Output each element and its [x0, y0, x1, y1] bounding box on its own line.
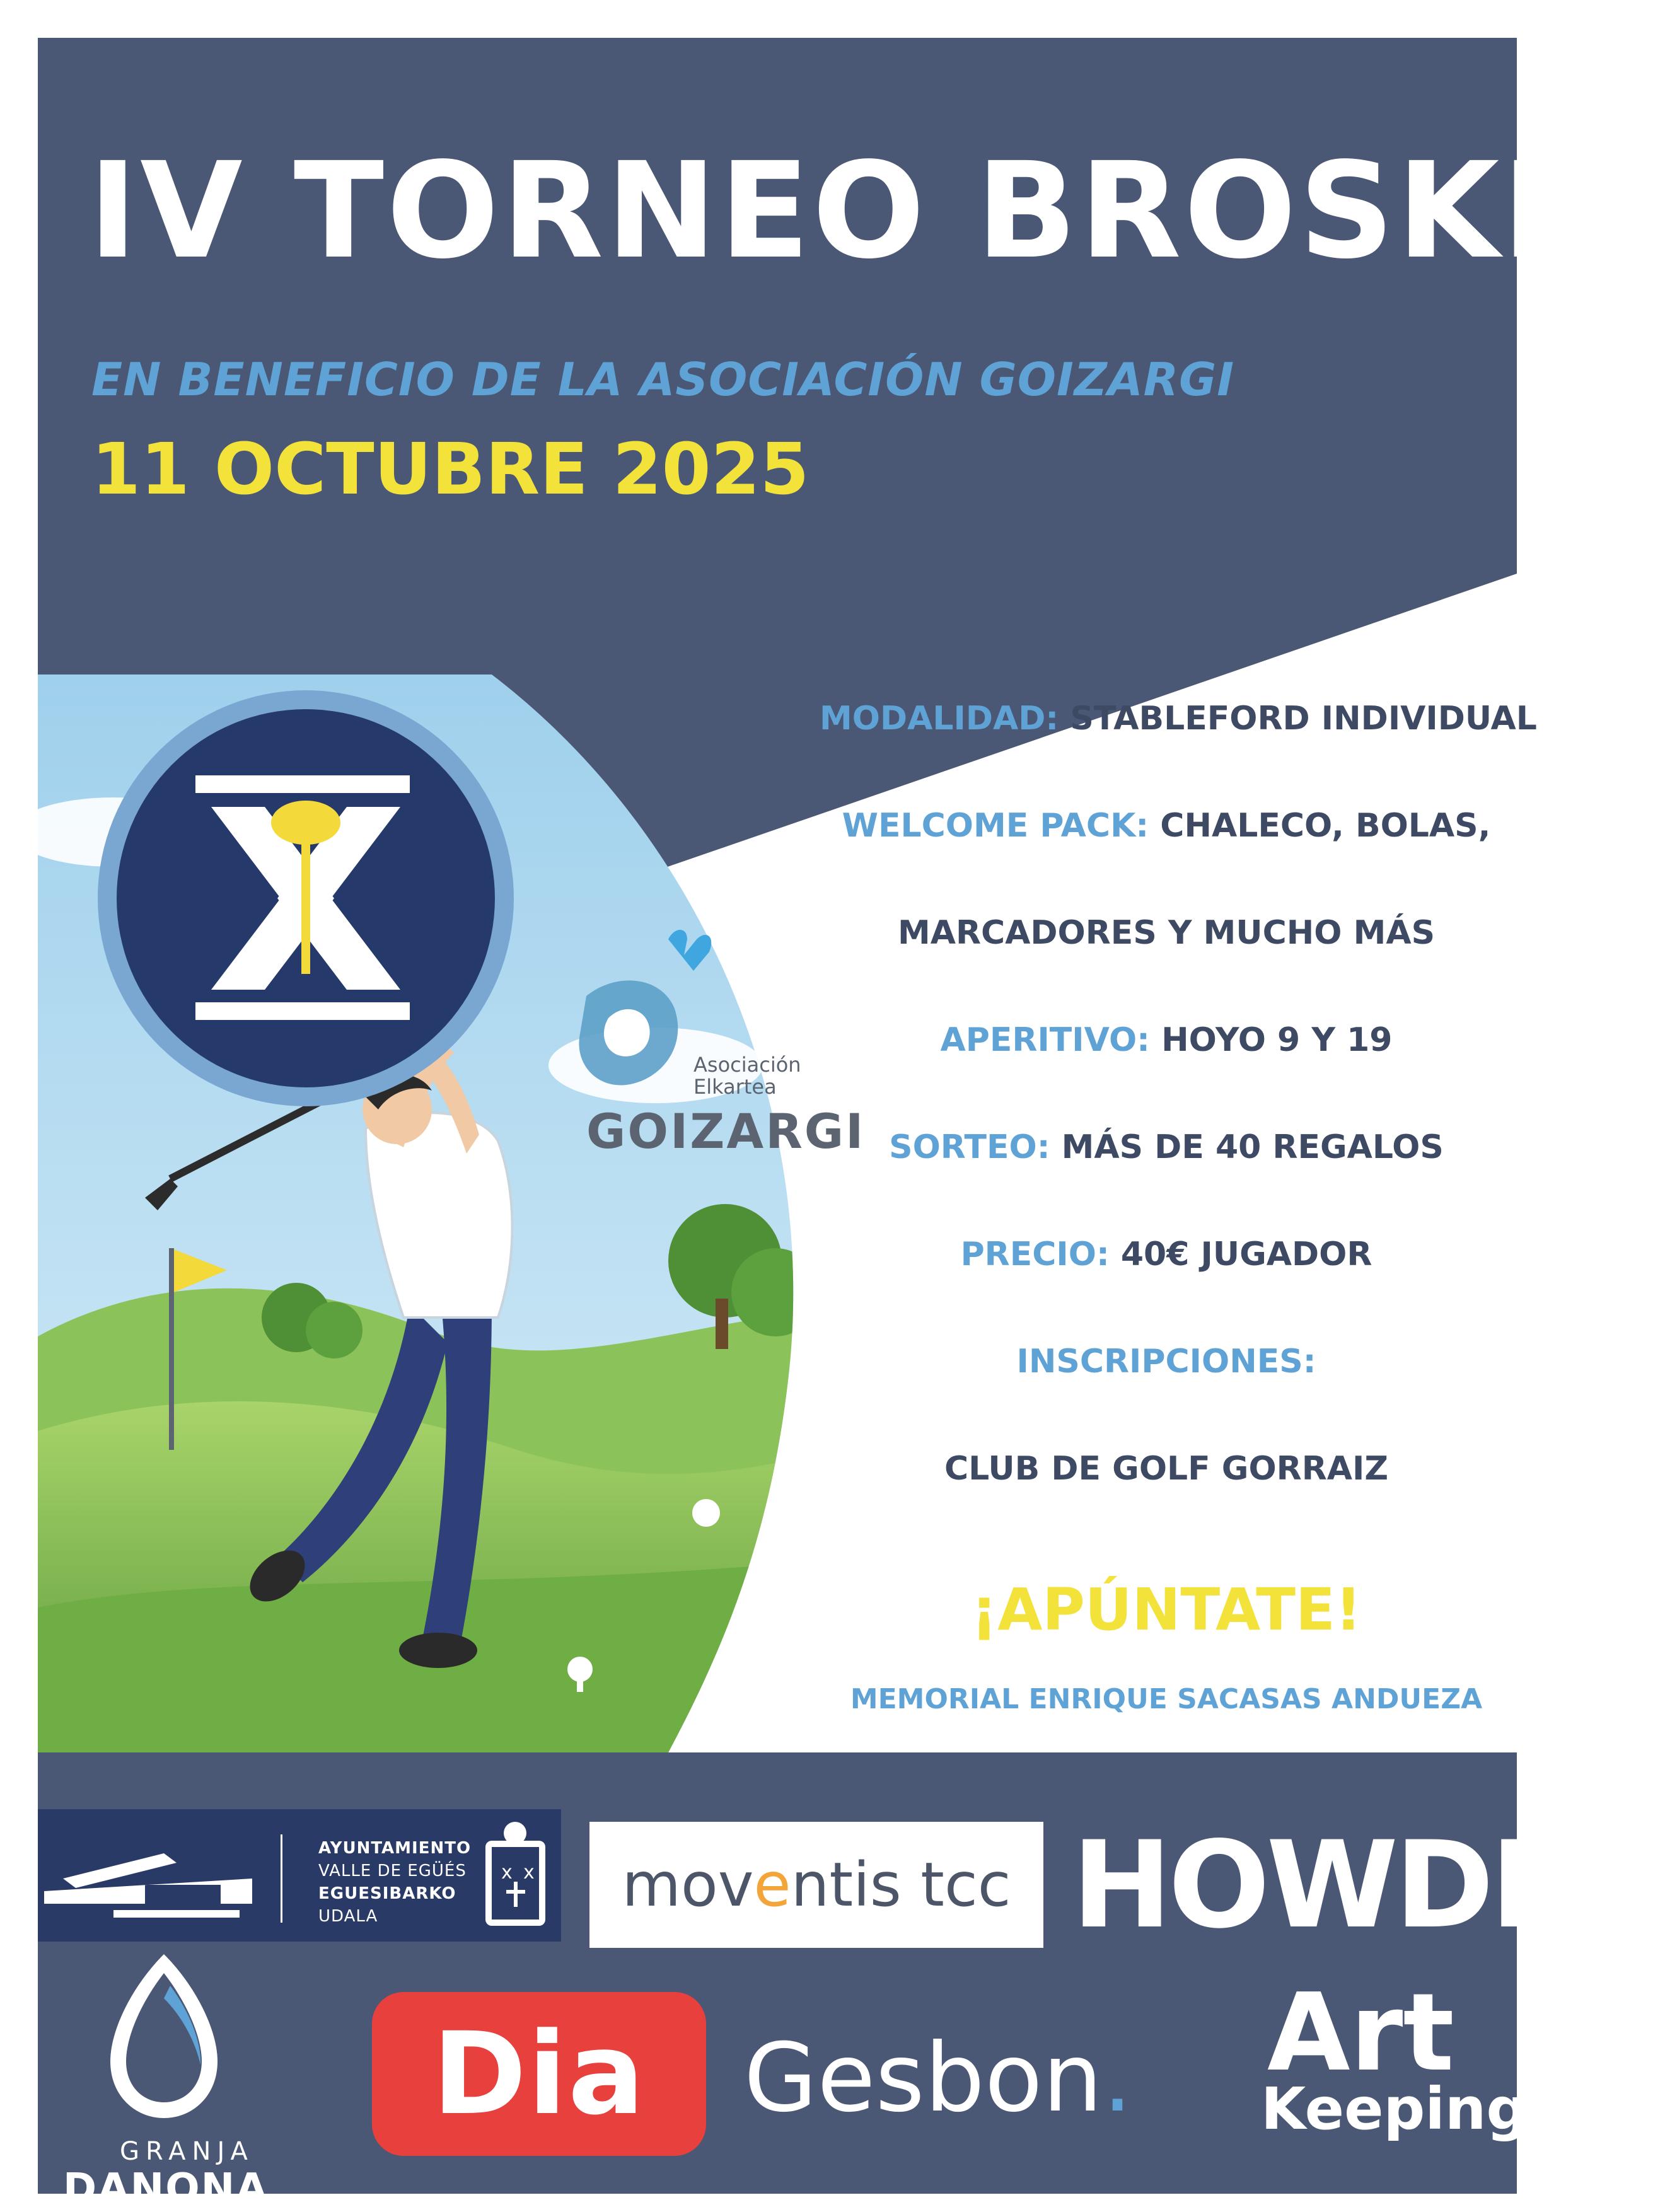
- svg-text:x: x: [523, 1862, 535, 1884]
- sorteo-value: MÁS DE 40 REGALOS: [1061, 1128, 1444, 1166]
- aperitivo-value: HOYO 9 Y 19: [1161, 1021, 1393, 1059]
- precio-value: 40€ JUGADOR: [1120, 1236, 1372, 1273]
- gesbon-logo: [744, 2024, 1132, 2133]
- granja-label: GRANJA: [120, 2137, 254, 2166]
- event-subtitle: EN BENEFICIO DE LA ASOCIACIÓN GOIZARGI: [91, 353, 1235, 406]
- gesbon-dot: .: [1102, 2024, 1133, 2133]
- gesbon-label: Gesbon: [744, 2024, 1103, 2133]
- moventis-part-c: ntis tcc: [791, 1850, 1011, 1920]
- moventis-part-b: e: [753, 1850, 791, 1920]
- ayuntamiento-line-1: AYUNTAMIENTO: [318, 1839, 472, 1858]
- ayuntamiento-line-4: UDALA: [318, 1907, 378, 1926]
- golf-illustration: [38, 675, 857, 1752]
- danona-drop-icon: [101, 1948, 227, 2124]
- dia-label: Dia: [432, 2008, 646, 2140]
- sorteo-line: [820, 1128, 1513, 1166]
- welcome-value-2: MARCADORES Y MUCHO MÁS: [897, 914, 1436, 952]
- aperitivo-line: [820, 1021, 1513, 1059]
- modalidad-value: STABLEFORD INDIVIDUAL: [1070, 700, 1537, 738]
- precio-line: [820, 1236, 1513, 1273]
- welcome-value-1: CHALECO, BOLAS,: [1160, 807, 1491, 845]
- danona-label: DANONA: [63, 2165, 269, 2212]
- goizargi-elkartea: Elkartea: [693, 1075, 777, 1099]
- precio-label: PRECIO:: [960, 1236, 1110, 1273]
- modalidad-label: MODALIDAD:: [820, 700, 1059, 738]
- inscripciones-label: INSCRIPCIONES:: [1016, 1343, 1316, 1381]
- sorteo-label: SORTEO:: [889, 1128, 1050, 1166]
- svg-text:x: x: [501, 1862, 513, 1884]
- inscripciones-value: CLUB DE GOLF GORRAIZ: [944, 1450, 1389, 1488]
- dia-logo: [372, 1992, 706, 2156]
- ayuntamiento-line-2: VALLE DE EGÜÉS: [318, 1862, 467, 1880]
- poster: [38, 38, 1665, 2212]
- memorial-text: MEMORIAL ENRIQUE SACASAS ANDUEZA: [850, 1683, 1483, 1715]
- moventis-logo: [589, 1822, 1043, 1948]
- header-band: [38, 38, 1517, 605]
- welcome-label: WELCOME PACK:: [842, 807, 1149, 845]
- apuntate-cta: ¡APÚNTATE!: [971, 1576, 1362, 1643]
- aperitivo-label: APERITIVO:: [940, 1021, 1150, 1059]
- event-title: IV TORNEO BROSKI: [88, 134, 1554, 288]
- goizargi-name: GOIZARGI: [586, 1103, 866, 1159]
- howden-logo: HOWDEN: [1072, 1815, 1665, 1955]
- goizargi-asociacion: Asociación: [693, 1053, 801, 1077]
- ayuntamiento-logo: [38, 1809, 561, 1942]
- event-date: 11 OCTUBRE 2025: [91, 429, 809, 511]
- keeping-label: Keeping: [1261, 2075, 1528, 2143]
- ayuntamiento-line-3: EGUESIBARKO: [318, 1884, 456, 1903]
- modalidad-line: [820, 700, 1537, 738]
- welcome-line: [820, 807, 1513, 845]
- moventis-part-a: mov: [622, 1850, 754, 1920]
- art-label: Art: [1267, 1971, 1454, 2095]
